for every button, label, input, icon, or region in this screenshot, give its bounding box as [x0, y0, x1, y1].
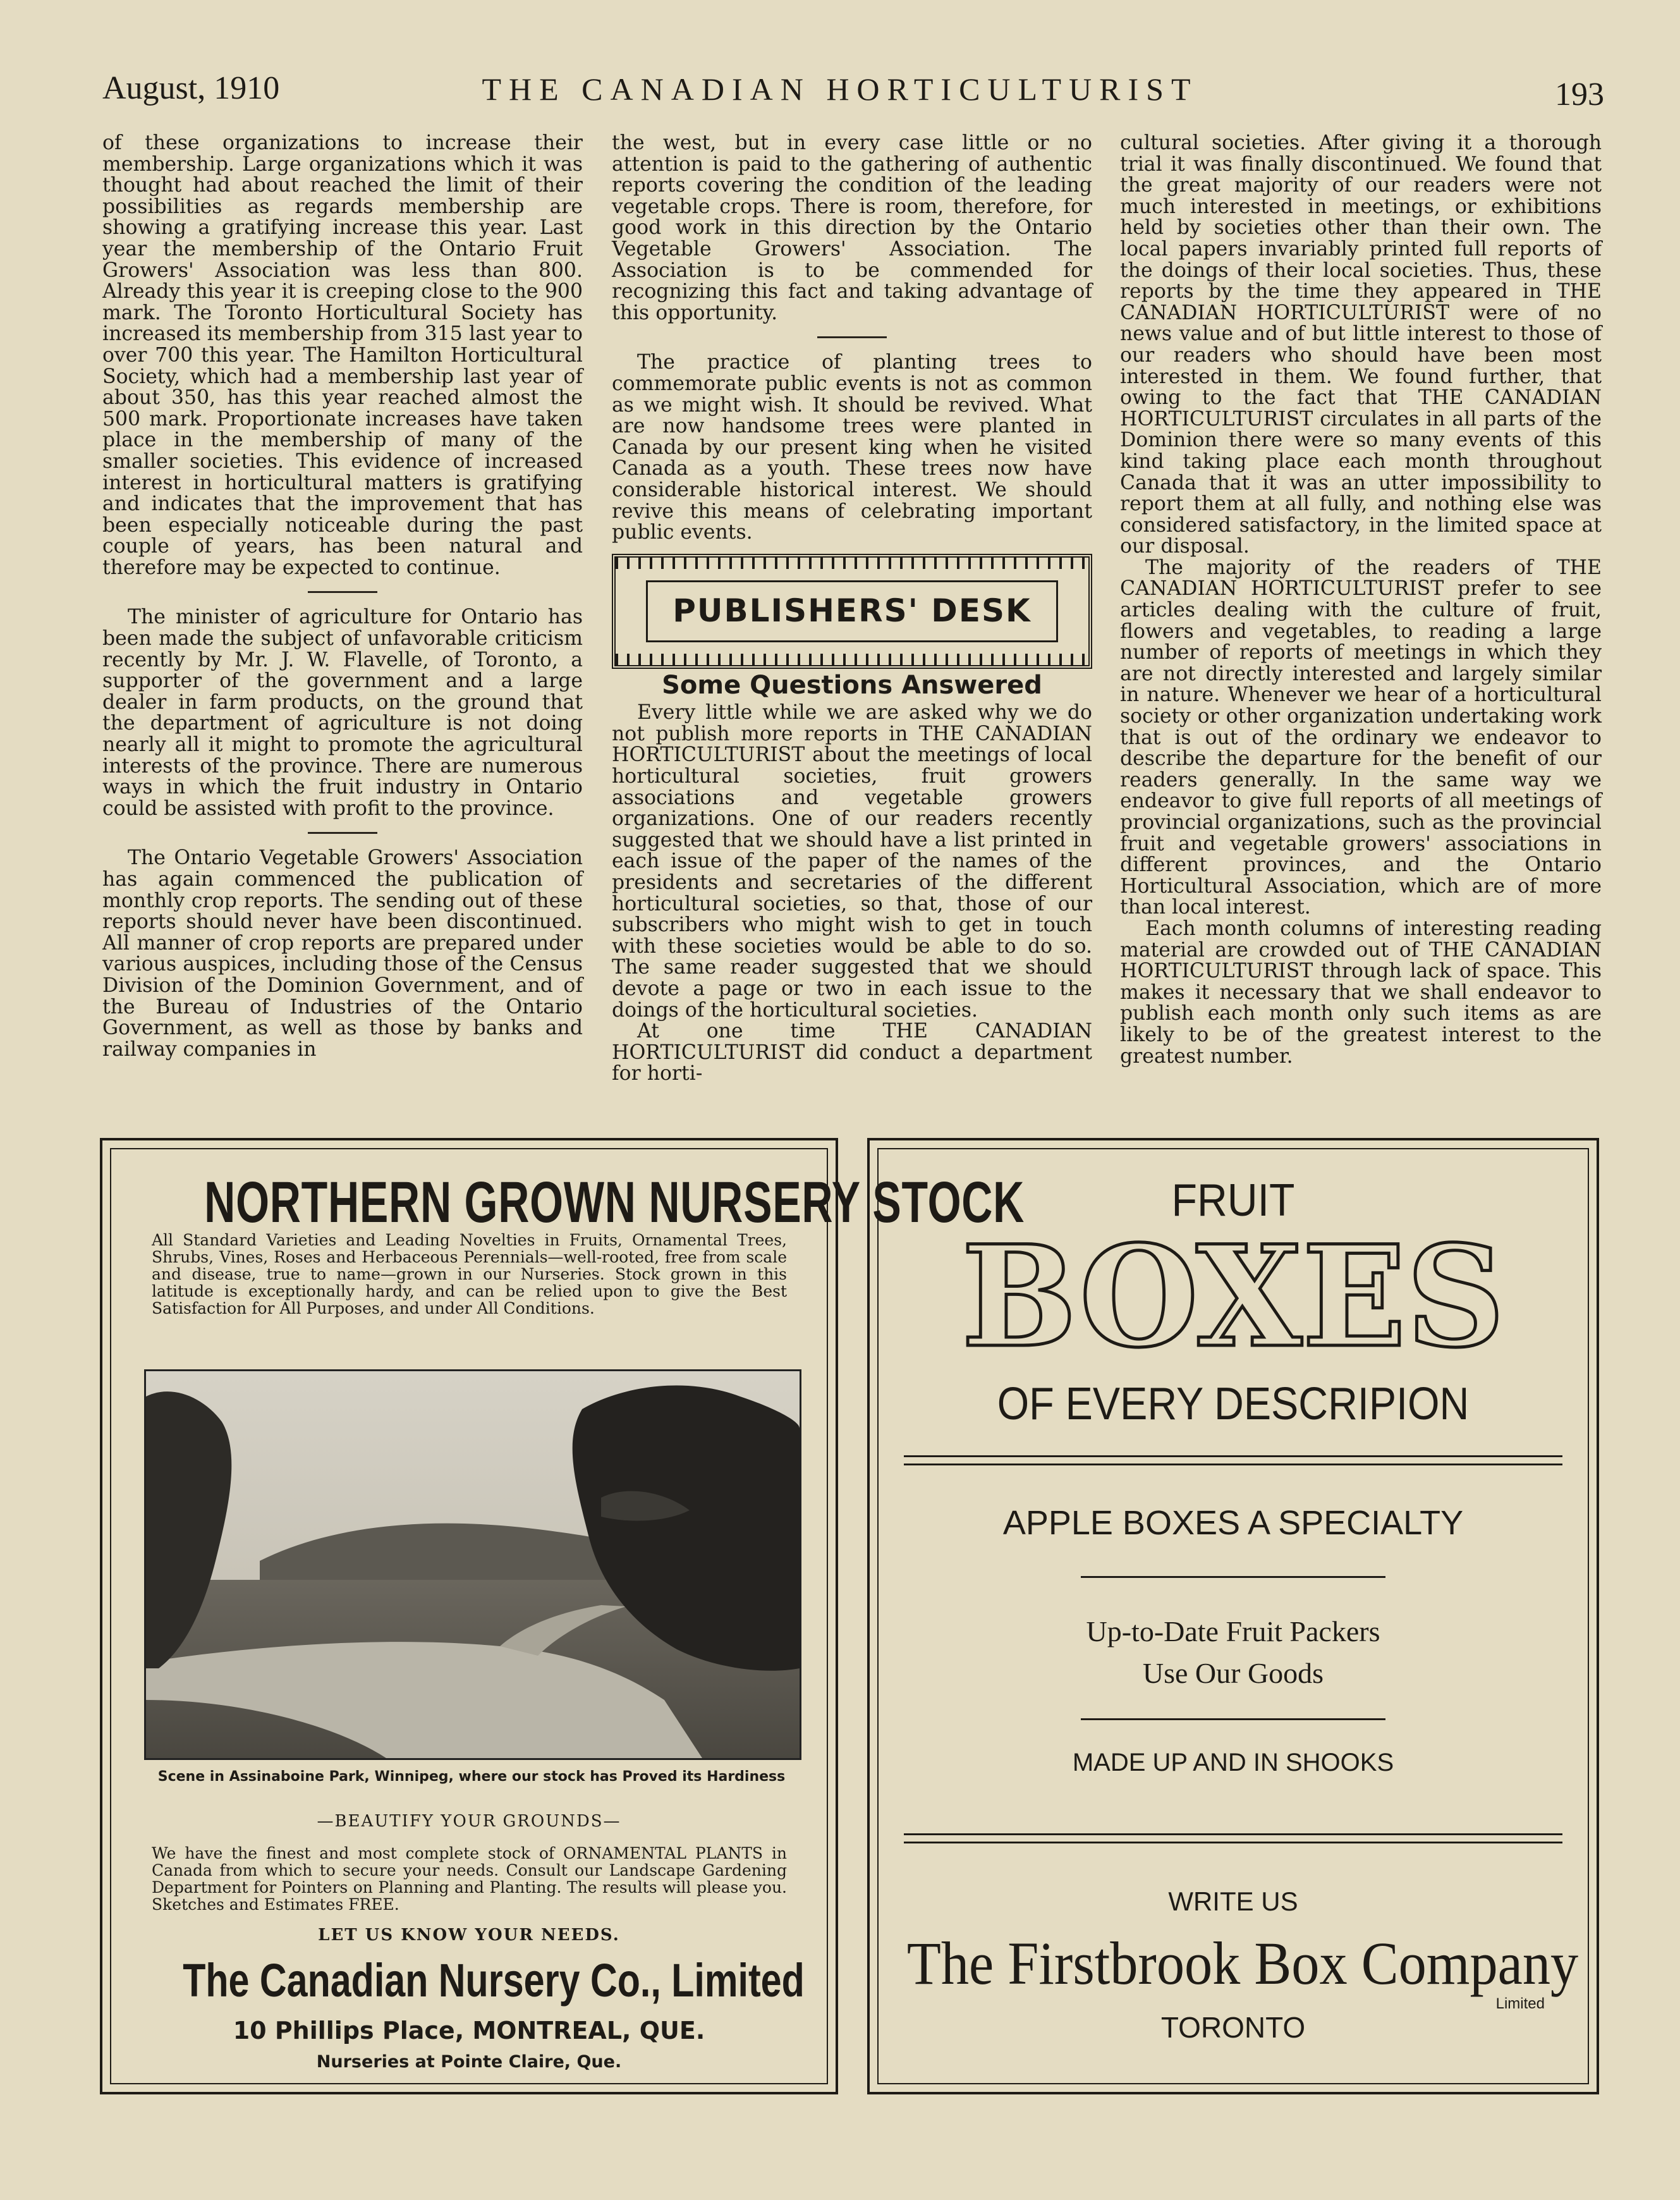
rule	[1081, 1576, 1385, 1578]
ad-call-to-action: LET US KNOW YOUR NEEDS.	[318, 1926, 620, 1945]
rule	[1081, 1718, 1385, 1720]
fruit-boxes-advertisement	[867, 1138, 1599, 2094]
ad-made-up-text: MADE UP AND IN SHOOKS	[1072, 1749, 1394, 1776]
divider	[308, 591, 377, 593]
publishers-desk-banner	[612, 554, 1092, 669]
double-rule	[904, 1833, 1562, 1843]
ad-inner-border	[877, 1148, 1589, 2084]
ad-every-description: OF EVERY DESCRIPION	[997, 1379, 1470, 1429]
issue-date: August, 1910	[102, 70, 280, 106]
packers-line-2: Use Our Goods	[1142, 1657, 1324, 1689]
column-3	[1120, 133, 1602, 1067]
ad-body-text: We have the finest and most complete stock of ORNAMENTAL PLANTS in Canada from which to secure your needs. Consult our Landscape Gardening Department for Pointers on Planning and Planting. The results will please you. Sketches and Estimates FREE.	[152, 1844, 787, 1914]
paragraph: At one time THE CANADIAN HORTICULTURIST did conduct a department for horti-	[612, 1020, 1092, 1085]
packers-line-1: Up-to-Date Fruit Packers	[1086, 1615, 1380, 1647]
ad-intro-text: All Standard Varieties and Leading Novelties in Fruits, Ornamental Trees, Shrubs, Vines, Roses and Herbaceous Perennials—well-rooted, free from scale and disease, true to name—grown in our Nurseries. Stock grown in this latitude is exceptionally hardy, and can be relied upon to give the Best Satisfaction for All Purposes, and under All Conditions.	[152, 1231, 787, 1317]
double-rule	[904, 1455, 1562, 1465]
paragraph: The majority of the readers of THE CANADIAN HORTICULTURIST prefer to see articles dealing with the culture of fruit, flowers and vegetables, to reading a large number of reports of meetings in which they are not directly interested and largely similar in nature. Whenever we hear of a horticultural society or other organization undertaking work that is out of the ordinary we endeavor to describe the departure for the benefit of our readers generally. In the same way we endeavor to give full reports of all meetings of provincial organizations, such as the provincial fruit and vegetable growers' associations in different provinces, and the Ontario Horticultural Association, which are of more than local interest.	[1120, 556, 1602, 919]
ad-headline: NORTHERN GROWN NURSERY STOCK	[204, 1170, 1025, 1235]
paragraph: of these organizations to increase their membership. Large organizations which it was thought had about reached the limit of their possibilities as regards membership are showing a gratifying increase this year. Last year the membership of the Ontario Fruit Growers' Association was less than 800. Already this year it is creeping close to the 900 mark. The Toronto Horticultural Society has increased its membership from 315 last year to over 700 this year. The Hamilton Horticultural Society, which had a membership last year of about 350, has this year reached almost the 500 mark. Proportionate increases have taken place in the membership of many of the smaller societies. This evidence of increased interest in horticultural matters is gratifying and indicates that the improvement that has been especially noticeable during the past couple of years, has been natural and therefore may be expected to continue.	[102, 131, 583, 579]
fret-border	[616, 654, 1088, 665]
boxes-word: BOXES	[961, 1235, 1505, 1361]
ad-inner-border	[110, 1148, 1025, 2084]
ad-company-limited: Limited	[1495, 1995, 1545, 2012]
ad-company-name: The Firstbrook Box Company	[906, 1929, 1579, 1997]
page-number: 193	[1555, 76, 1604, 113]
publishers-desk-label-box	[646, 580, 1058, 642]
ad-fruit-label: FRUIT	[1171, 1175, 1295, 1226]
ad-city: TORONTO	[1160, 2011, 1306, 2044]
publishers-desk-title: PUBLISHERS' DESK	[673, 592, 1032, 629]
paragraph: Each month columns of interesting reading material are crowded out of THE CANADIAN HORTICULTURIST through lack of space. This makes it necessary that we shall endeavor to publish each month only such items as are likely to be of the greatest interest to the greatest number.	[1120, 917, 1602, 1068]
photo-caption: Scene in Assinaboine Park, Winnipeg, where our stock has Proved its Hardiness	[157, 1769, 786, 1785]
ad-slogan: —BEAUTIFY YOUR GROUNDS—	[317, 1812, 621, 1831]
paragraph: the west, but in every case little or no attention is paid to the gathering of authentic reports covering the condition of the leading vegetable crops. There is room, therefore, for good work in this direction by the Ontario Vegetable Growers' Association. The Association is to be commended for recognizing this fact and taking advantage of this opportunity.	[612, 131, 1092, 324]
ad-boxes-headline	[879, 1235, 1588, 1361]
landscape-image	[146, 1371, 800, 1758]
divider	[308, 832, 377, 834]
paragraph: The practice of planting trees to commemorate public events is not as common as we might wish. It should be revived. What are now handsome trees were planted in Canada by our present king when he visited Canada as a youth. These trees now have considerable historical interest. We should revive this means of celebrating important public events.	[612, 351, 1092, 544]
column-1	[102, 133, 583, 1060]
column-2	[612, 133, 1092, 1085]
masthead: THE CANADIAN HORTICULTURIST	[482, 71, 1198, 107]
ad-apple-specialty: APPLE BOXES A SPECIALTY	[1002, 1504, 1464, 1542]
paragraph: cultural societies. After giving it a thorough trial it was finally discontinued. We found that the great majority of our readers were not much interested in meetings, or exhibitions held by societies other than their own. The local papers invariably printed full reports of the doings of their local societies. Thus, these reports by the time they appeared in THE CANADIAN HORTICULTURIST were of no news value and of but little interest to those of our readers who should have been most interested in them. We found further, that owing to the fact that THE CANADIAN HORTICULTURIST circulates in all parts of the Dominion there were so many events of this kind taking place each month throughout Canada that it was an utter impossibility to report them at all fully, and nothing else was considered satisfactory, in the limited space at our disposal.	[1120, 131, 1602, 558]
ad-write-us: WRITE US	[1168, 1886, 1298, 1916]
paragraph: The minister of agriculture for Ontario has been made the subject of unfavorable criticism recently by Mr. J. W. Flavelle, of Toronto, a supporter of the government and a large dealer in farm products, on the ground that the department of agriculture is not doing nearly all it might to promote the agricultural interests of the province. There are numerous ways in which the fruit industry in Ontario could be assisted with profit to the province.	[102, 606, 583, 820]
divider	[817, 336, 887, 338]
paragraph: Every little while we are asked why we do not publish more reports in THE CANADIAN HORTICULTURIST about the meetings of local horticultural societies, fruit growers associations and vegetable growers organizations. One of our readers recently suggested that we should have a list printed in each issue of the paper of the names of the presidents and secretaries of the different horticultural societies, so that, those of our subscribers who might wish to get in touch with these societies would be able to do so. The same reader suggested that we should devote a page or two in each issue to the doings of the horticultural societies.	[612, 701, 1092, 1022]
section-title: Some Questions Answered	[662, 670, 1042, 700]
page-header	[0, 68, 1680, 113]
ad-nurseries-location: Nurseries at Pointe Claire, Que.	[316, 2052, 622, 2072]
paragraph: The Ontario Vegetable Growers' Association has again commenced the publication of monthly crop reports. The sending out of these reports should never have been discontinued. All manner of crop reports are prepared under various auspices, including those of the Census Division of the Dominion Government, and of the Bureau of Industries of the Ontario Government, as well as those by banks and railway companies in	[102, 846, 583, 1061]
boxes-outline-text	[949, 1235, 1518, 1361]
ad-packers-text	[879, 1611, 1588, 1694]
park-photograph	[144, 1369, 801, 1760]
ad-address: 10 Phillips Place, MONTREAL, QUE.	[233, 2017, 705, 2044]
ad-company-name: The Canadian Nursery Co., Limited	[183, 1954, 805, 2007]
nursery-advertisement	[100, 1138, 1025, 2094]
